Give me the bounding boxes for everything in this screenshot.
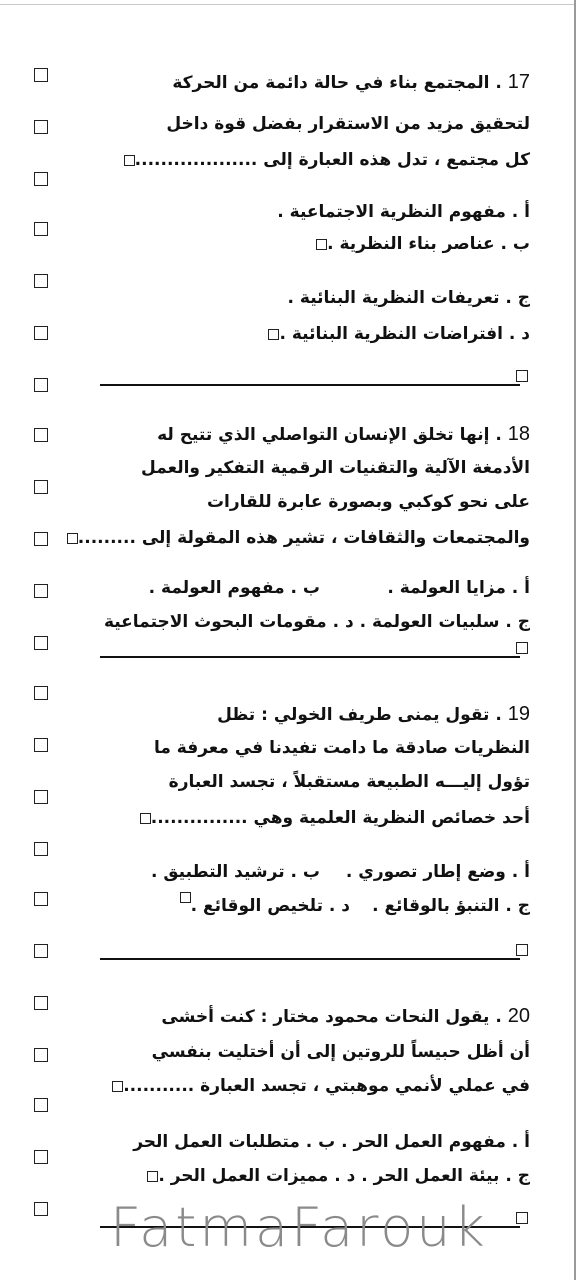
checkbox[interactable]: [34, 892, 48, 906]
question-separator: [100, 958, 520, 960]
inline-checkbox[interactable]: [268, 329, 279, 340]
checkbox[interactable]: [34, 378, 48, 392]
question-separator: [100, 384, 520, 386]
checkbox[interactable]: [34, 1048, 48, 1062]
inline-checkbox[interactable]: [112, 1081, 123, 1092]
checkbox[interactable]: [34, 1098, 48, 1112]
question-20-line-3: في عملي لأنمي موهبتي ، تجسد العبارة ...........: [90, 1072, 530, 1100]
questions-area: [77, 0, 530, 1280]
frame-right-border: [574, 0, 576, 1280]
checkbox[interactable]: [34, 738, 48, 752]
question-18-line-4: والمجتمعات والثقافات ، تشير هذه المقولة إلى .........: [90, 524, 530, 552]
checkbox[interactable]: [34, 428, 48, 442]
inline-checkbox[interactable]: [124, 155, 135, 166]
question-19-line-4: أحد خصائص النظرية العلمية وهي ...............: [90, 804, 530, 832]
question-18-line-2: الأدمغة الآلية والتقنيات الرقمية التفكير والعمل: [141, 458, 530, 478]
question-17-line-1: 17 . المجتمع بناء في حالة دائمة من الحركة: [172, 71, 530, 93]
question-17-option-c: ج . تعريفات النظرية البنائية .: [287, 288, 530, 308]
separator-checkbox[interactable]: [516, 370, 528, 382]
question-20-line-1: 20 . يقول النحات محمود مختار : كنت أخشى: [161, 1005, 530, 1027]
checkbox[interactable]: [34, 172, 48, 186]
question-18-options-row-1: أ . مزايا العولمة . ب . مفهوم العولمة .: [148, 578, 530, 598]
checkbox-column: [0, 0, 90, 1280]
question-19-line-1: 19 . تقول يمنى طريف الخولي : تظل: [217, 703, 530, 725]
question-17-option-a: أ . مفهوم النظرية الاجتماعية .: [277, 202, 530, 222]
checkbox[interactable]: [34, 480, 48, 494]
separator-checkbox[interactable]: [516, 642, 528, 654]
inline-checkbox[interactable]: [180, 892, 191, 903]
question-17-line-3: كل مجتمع ، تدل هذه العبارة إلى ...................: [90, 146, 530, 174]
question-17-option-b: ب . عناصر بناء النظرية .: [90, 230, 530, 258]
inline-checkbox[interactable]: [67, 533, 78, 544]
question-17-line-2: لتحقيق مزيد من الاستقرار بفضل قوة داخل: [166, 114, 530, 134]
question-18-options-row-2: ج . سلبيات العولمة . د . مقومات البحوث الاجتماعية: [103, 612, 530, 632]
question-number: 18: [507, 423, 530, 445]
checkbox[interactable]: [34, 1202, 48, 1216]
question-19-options-row-1: أ . وضع إطار تصوري . ب . ترشيد التطبيق .: [150, 862, 530, 882]
question-20-options-row-1: أ . مفهوم العمل الحر . ب . متطلبات العمل الحر: [133, 1132, 530, 1152]
checkbox[interactable]: [34, 842, 48, 856]
question-18-line-3: على نحو كوكبي وبصورة عابرة للقارات: [206, 492, 530, 512]
question-20-line-2: أن أظل حبيساً للروتين إلى أن أختليت بنفسي: [151, 1042, 530, 1062]
question-18-line-1: 18 . إنها تخلق الإنسان التواصلي الذي تتيح له: [157, 423, 530, 445]
question-number: 17: [507, 71, 530, 93]
question-19-line-3: تؤول إليـــه الطبيعة مستقبلاً ، تجسد العبارة: [168, 772, 530, 792]
separator-checkbox[interactable]: [516, 944, 528, 956]
watermark-text: FatmaFarouk: [110, 1196, 488, 1259]
checkbox[interactable]: [34, 120, 48, 134]
inline-checkbox[interactable]: [140, 813, 151, 824]
question-17-option-d: د . افتراضات النظرية البنائية .: [90, 320, 530, 348]
checkbox[interactable]: [34, 584, 48, 598]
separator-checkbox[interactable]: [516, 1212, 528, 1224]
checkbox[interactable]: [34, 68, 48, 82]
question-separator: [100, 656, 520, 658]
checkbox[interactable]: [34, 1150, 48, 1164]
checkbox[interactable]: [34, 274, 48, 288]
question-20-options-row-2: ج . بيئة العمل الحر . د . مميزات العمل الحر .: [90, 1162, 530, 1190]
checkbox[interactable]: [34, 636, 48, 650]
question-number: 19: [507, 703, 530, 725]
checkbox[interactable]: [34, 686, 48, 700]
checkbox[interactable]: [34, 222, 48, 236]
inline-checkbox[interactable]: [316, 239, 327, 250]
checkbox[interactable]: [34, 326, 48, 340]
question-19-options-row-2: ج . التنبؤ بالوقائع . د . تلخيص الوقائع .: [90, 892, 530, 920]
checkbox[interactable]: [34, 790, 48, 804]
checkbox[interactable]: [34, 944, 48, 958]
checkbox[interactable]: [34, 996, 48, 1010]
inline-checkbox[interactable]: [147, 1171, 158, 1182]
question-19-line-2: النظريات صادقة ما دامت تفيدنا في معرفة ما: [153, 738, 530, 758]
question-number: 20: [507, 1005, 530, 1027]
checkbox[interactable]: [34, 532, 48, 546]
